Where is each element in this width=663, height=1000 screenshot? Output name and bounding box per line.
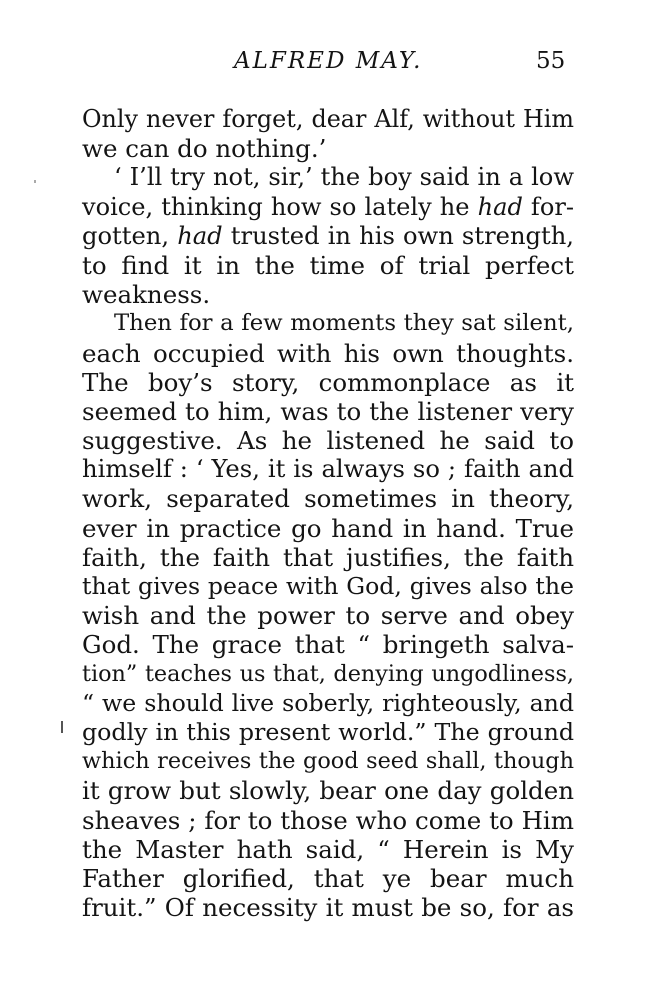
- text-line: we can do nothing.’: [82, 134, 327, 164]
- running-title: ALFRED MAY.: [234, 48, 423, 74]
- text-line: himself : ‘ Yes, it is always so ; faith and: [82, 455, 574, 484]
- text-line: wish and the power to serve and obey: [82, 601, 574, 631]
- text-line: sheaves ; for to those who come to Him: [82, 805, 574, 835]
- italic-word: had: [477, 192, 523, 221]
- text-line: which receives the good seed shall, though: [82, 748, 574, 775]
- text-line: Father glorified, that ye bear much: [82, 863, 574, 893]
- text-line: “ we should live soberly, righteously, and: [82, 688, 574, 717]
- text-line: each occupied with his own thoughts.: [82, 338, 574, 368]
- text-line: God. The grace that “ bringeth salva-: [82, 630, 574, 660]
- text-line: fruit.” Of necessity it must be so, for as: [82, 893, 574, 923]
- text-run: voice, thinking how so lately he: [82, 192, 478, 221]
- text-run: for-: [522, 192, 574, 221]
- text-line: work, separated sometimes in theory,: [82, 484, 574, 514]
- text-line: suggestive. As he listened he said to: [82, 426, 574, 456]
- page-number: 55: [536, 48, 566, 74]
- text-line: that gives peace with God, gives also the: [82, 572, 574, 600]
- text-line: Only never forget, dear Alf, without Him: [82, 105, 574, 133]
- text-line: ever in practice go hand in hand. True: [82, 513, 574, 543]
- text-line: seemed to him, was to the listener very: [82, 396, 574, 426]
- print-speck: [34, 180, 36, 183]
- italic-word: had: [177, 221, 223, 250]
- text-line: tion” teaches us that, denying ungodliness,: [82, 660, 574, 687]
- text-line: godly in this present world.” The ground: [82, 717, 574, 746]
- text-run: trusted in his own strength,: [222, 221, 574, 250]
- text-line: [82, 222, 574, 251]
- text-line: faith, the faith that justifies, the faith: [82, 542, 574, 572]
- text-line: to find it in the time of trial perfect: [82, 250, 574, 280]
- text-line: The boy’s story, commonplace as it: [82, 367, 574, 397]
- text-line: weakness.: [82, 280, 211, 310]
- text-line: Then for a few moments they sat silent,: [114, 310, 574, 337]
- print-speck: [61, 721, 63, 733]
- text-line: ‘ I’ll try not, sir,’ the boy said in a low: [114, 163, 574, 192]
- text-line: it grow but slowly, bear one day golden: [82, 776, 574, 806]
- text-line: [82, 193, 574, 222]
- body-text: [82, 105, 574, 922]
- text-line: the Master hath said, “ Herein is My: [82, 834, 574, 864]
- text-run: gotten,: [82, 221, 178, 250]
